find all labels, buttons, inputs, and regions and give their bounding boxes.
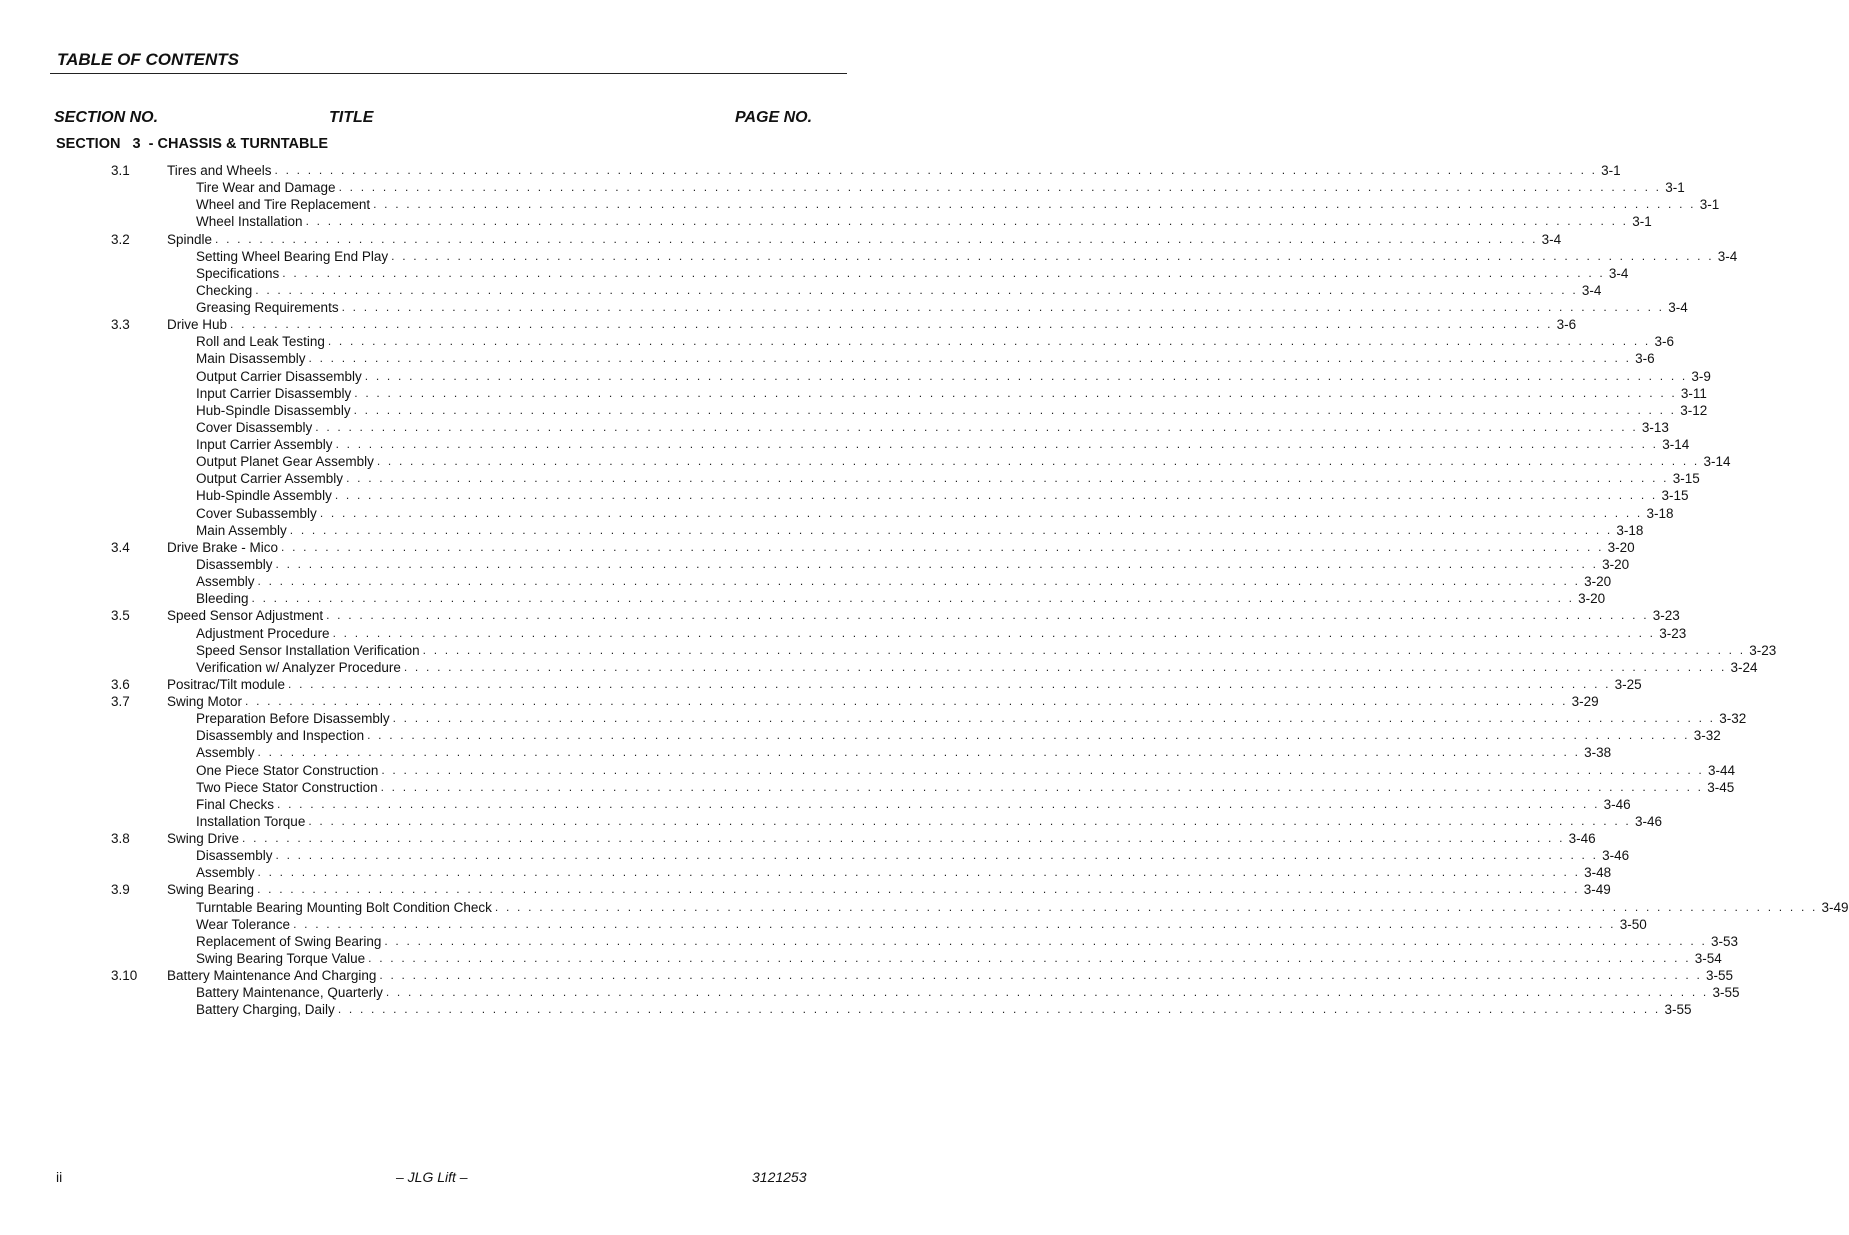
toc-entry-page: 3-29	[1568, 693, 1599, 710]
toc-entry	[196, 1001, 1692, 1018]
column-header-title: TITLE	[329, 109, 374, 126]
toc-leader-dots: . . . . . . . . . . . . . . . . . . . . . . . . . . . . . . . . . . . . . . . . . . . . . . . . . . . . . . . . . . . . . . . . . . . . . . . . . . . . . . . . . . . . . . . . . . . . . . . . . . . . . . . . . . . . . . . . . . . . . . . .	[326, 608, 1649, 623]
toc-entry-title: Swing Drive	[167, 830, 242, 847]
toc-entry-page: 3-4	[1538, 231, 1562, 248]
toc-entry-page: 3-46	[1598, 847, 1629, 864]
toc-entry-page: 3-6	[1631, 350, 1655, 367]
toc-leader-dots: . . . . . . . . . . . . . . . . . . . . . . . . . . . . . . . . . . . . . . . . . . . . . . . . . . . . . . . . . . . . . . . . . . . . . . . . . . . . . . . . . . . . . . . . . . . . . . . . . . . . . . . . . . . . . . . . . . . . . . . .	[308, 351, 1632, 366]
toc-entry-title: Spindle	[167, 231, 215, 248]
toc-entry	[196, 847, 1630, 864]
toc-entry-page: 3-45	[1703, 779, 1734, 796]
toc-entry	[111, 967, 1734, 984]
toc-entry-title: Specifications	[196, 265, 282, 282]
toc-leader-dots: . . . . . . . . . . . . . . . . . . . . . . . . . . . . . . . . . . . . . . . . . . . . . . . . . . . . . . . . . . . . . . . . . . . . . . . . . . . . . . . . . . . . . . . . . . . . . . . . . . . . . . . . . . . . . . . . . . . . . . . .	[334, 488, 1658, 503]
footer-doc-number: 3121253	[752, 1169, 807, 1185]
toc-entry-page: 3-18	[1612, 522, 1643, 539]
toc-entry-title: Adjustment Procedure	[196, 625, 333, 642]
toc-leader-dots: . . . . . . . . . . . . . . . . . . . . . . . . . . . . . . . . . . . . . . . . . . . . . . . . . . . . . . . . . . . . . . . . . . . . . . . . . . . . . . . . . . . . . . . . . . . . . . . . . . . . . . . . . . . . . . . . . . . . . . . .	[242, 831, 1565, 846]
toc-leader-dots: . . . . . . . . . . . . . . . . . . . . . . . . . . . . . . . . . . . . . . . . . . . . . . . . . . . . . . . . . . . . . . . . . . . . . . . . . . . . . . . . . . . . . . . . . . . . . . . . . . . . . . . . . . . . . . . . . . . . . . . .	[385, 985, 1709, 1000]
toc-leader-dots: . . . . . . . . . . . . . . . . . . . . . . . . . . . . . . . . . . . . . . . . . . . . . . . . . . . . . . . . . . . . . . . . . . . . . . . . . . . . . . . . . . . . . . . . . . . . . . . . . . . . . . . . . . . . . . . . . . . . . . . .	[215, 231, 1538, 246]
toc-entry	[196, 779, 1735, 796]
toc-entry-page: 3-13	[1638, 419, 1669, 436]
toc-entry-page: 3-48	[1580, 864, 1611, 881]
toc-leader-dots: . . . . . . . . . . . . . . . . . . . . . . . . . . . . . . . . . . . . . . . . . . . . . . . . . . . . . . . . . . . . . . . . . . . . . . . . . . . . . . . . . . . . . . . . . . . . . . . . . . . . . . . . . . . . . . . . . . . . . . . .	[281, 539, 1604, 554]
toc-entry-page: 3-49	[1818, 899, 1849, 916]
toc-leader-dots: . . . . . . . . . . . . . . . . . . . . . . . . . . . . . . . . . . . . . . . . . . . . . . . . . . . . . . . . . . . . . . . . . . . . . . . . . . . . . . . . . . . . . . . . . . . . . . . . . . . . . . . . . . . . . . . . . . . . . . . .	[289, 522, 1613, 537]
toc-entry-number: 3.5	[111, 608, 130, 624]
toc-leader-dots: . . . . . . . . . . . . . . . . . . . . . . . . . . . . . . . . . . . . . . . . . . . . . . . . . . . . . . . . . . . . . . . . . . . . . . . . . . . . . . . . . . . . . . . . . . . . . . . . . . . . . . . . . . . . . . . . . . . . . . . .	[335, 437, 1659, 452]
toc-entry	[111, 316, 1577, 333]
toc-entry-page: 3-1	[1696, 196, 1720, 213]
toc-entry	[196, 505, 1674, 522]
toc-leader-dots: . . . . . . . . . . . . . . . . . . . . . . . . . . . . . . . . . . . . . . . . . . . . . . . . . . . . . . . . . . . . . . . . . . . . . . . . . . . . . . . . . . . . . . . . . . . . . . . . . . . . . . . . . . . . . . . . . . . . . . . .	[338, 180, 1662, 195]
toc-entry	[196, 950, 1722, 967]
toc-leader-dots: . . . . . . . . . . . . . . . . . . . . . . . . . . . . . . . . . . . . . . . . . . . . . . . . . . . . . . . . . . . . . . . . . . . . . . . . . . . . . . . . . . . . . . . . . . . . . . . . . . . . . . . . . . . . . . . . . . . . . . . .	[288, 676, 1611, 691]
toc-leader-dots: . . . . . . . . . . . . . . . . . . . . . . . . . . . . . . . . . . . . . . . . . . . . . . . . . . . . . . . . . . . . . . . . . . . . . . . . . . . . . . . . . . . . . . . . . . . . . . . . . . . . . . . . . . . . . . . . . . . . . . . .	[255, 282, 1578, 297]
toc-entry-page: 3-6	[1650, 333, 1674, 350]
toc-entry-title: Hub-Spindle Assembly	[196, 487, 335, 504]
toc-entry-page: 3-32	[1715, 710, 1746, 727]
toc-entry-page: 3-38	[1580, 744, 1611, 761]
toc-leader-dots: . . . . . . . . . . . . . . . . . . . . . . . . . . . . . . . . . . . . . . . . . . . . . . . . . . . . . . . . . . . . . . . . . . . . . . . . . . . . . . . . . . . . . . . . . . . . . . . . . . . . . . . . . . . . . . . . . . . . . . . .	[381, 762, 1704, 777]
toc-entry-title: Disassembly	[196, 556, 276, 573]
toc-entry	[196, 899, 1849, 916]
toc-entry-number: 3.1	[111, 163, 130, 178]
toc-entry-title: Speed Sensor Installation Verification	[196, 642, 423, 659]
toc-entry	[196, 933, 1739, 950]
toc-entry	[196, 556, 1630, 573]
toc-entry-title: Output Carrier Assembly	[196, 470, 346, 487]
toc-leader-dots: . . . . . . . . . . . . . . . . . . . . . . . . . . . . . . . . . . . . . . . . . . . . . . . . . . . . . . . . . . . . . . . . . . . . . . . . . . . . . . . . . . . . . . . . . . . . . . . . . . . . . . . . . . . . . . . . . . . . . . . .	[354, 385, 1677, 400]
toc-entry	[111, 830, 1596, 847]
toc-entry-title: Positrac/Tilt module	[167, 676, 288, 693]
toc-entry-page: 3-15	[1669, 470, 1700, 487]
toc-leader-dots: . . . . . . . . . . . . . . . . . . . . . . . . . . . . . . . . . . . . . . . . . . . . . . . . . . . . . . . . . . . . . . . . . . . . . . . . . . . . . . . . . . . . . . . . . . . . . . . . . . . . . . . . . . . . . . . . . . . . . . . .	[275, 848, 1599, 863]
toc-entry-title: Cover Disassembly	[196, 419, 315, 436]
toc-leader-dots: . . . . . . . . . . . . . . . . . . . . . . . . . . . . . . . . . . . . . . . . . . . . . . . . . . . . . . . . . . . . . . . . . . . . . . . . . . . . . . . . . . . . . . . . . . . . . . . . . . . . . . . . . . . . . . . . . . . . . . . .	[373, 197, 1696, 212]
toc-entry-number: 3.6	[111, 676, 130, 692]
toc-leader-dots: . . . . . . . . . . . . . . . . . . . . . . . . . . . . . . . . . . . . . . . . . . . . . . . . . . . . . . . . . . . . . . . . . . . . . . . . . . . . . . . . . . . . . . . . . . . . . . . . . . . . . . . . . . . . . . . . . . . . . . . .	[251, 591, 1575, 606]
toc-entry	[196, 470, 1700, 487]
toc-entry-title: Setting Wheel Bearing End Play	[196, 248, 391, 265]
toc-entry-title: Tires and Wheels	[167, 162, 275, 179]
toc-entry-title: Final Checks	[196, 796, 277, 813]
toc-entry-number: 3.10	[111, 968, 138, 984]
toc-entry	[196, 625, 1687, 642]
toc-entry	[196, 196, 1720, 213]
toc-entry-title: Assembly	[196, 864, 258, 881]
toc-leader-dots: . . . . . . . . . . . . . . . . . . . . . . . . . . . . . . . . . . . . . . . . . . . . . . . . . . . . . . . . . . . . . . . . . . . . . . . . . . . . . . . . . . . . . . . . . . . . . . . . . . . . . . . . . . . . . . . . . . . . . . . .	[257, 882, 1580, 897]
toc-entry	[111, 231, 1562, 248]
toc-entry-page: 3-54	[1691, 950, 1722, 967]
toc-entry-title: Main Disassembly	[196, 350, 309, 367]
toc-entry	[111, 881, 1611, 898]
toc-entry-page: 3-53	[1707, 933, 1738, 950]
toc-entry	[196, 642, 1777, 659]
toc-entry-title: Output Planet Gear Assembly	[196, 453, 377, 470]
toc-entry-page: 3-23	[1649, 607, 1680, 624]
toc-leader-dots: . . . . . . . . . . . . . . . . . . . . . . . . . . . . . . . . . . . . . . . . . . . . . . . . . . . . . . . . . . . . . . . . . . . . . . . . . . . . . . . . . . . . . . . . . . . . . . . . . . . . . . . . . . . . . . . . . . . . . . . .	[282, 265, 1605, 280]
toc-entry-number: 3.4	[111, 539, 130, 555]
column-header-section: SECTION NO.	[54, 109, 159, 126]
toc-entry	[196, 487, 1689, 504]
toc-entry	[111, 693, 1599, 710]
toc-entry	[196, 522, 1644, 539]
toc-entry	[196, 573, 1612, 590]
toc-entry	[111, 539, 1635, 556]
toc-entry	[196, 265, 1629, 282]
toc-entry-title: Input Carrier Assembly	[196, 436, 336, 453]
section-heading: SECTION 3 - CHASSIS & TURNTABLE	[56, 136, 329, 152]
toc-leader-dots: . . . . . . . . . . . . . . . . . . . . . . . . . . . . . . . . . . . . . . . . . . . . . . . . . . . . . . . . . . . . . . . . . . . . . . . . . . . . . . . . . . . . . . . . . . . . . . . . . . . . . . . . . . . . . . . . . . . . . . . .	[337, 1002, 1661, 1017]
toc-entry-title: Replacement of Swing Bearing	[196, 933, 384, 950]
toc-entry-title: One Piece Stator Construction	[196, 762, 381, 779]
toc-leader-dots: . . . . . . . . . . . . . . . . . . . . . . . . . . . . . . . . . . . . . . . . . . . . . . . . . . . . . . . . . . . . . . . . . . . . . . . . . . . . . . . . . . . . . . . . . . . . . . . . . . . . . . . . . . . . . . . . . . . . . . . .	[245, 694, 1568, 709]
toc-leader-dots: . . . . . . . . . . . . . . . . . . . . . . . . . . . . . . . . . . . . . . . . . . . . . . . . . . . . . . . . . . . . . . . . . . . . . . . . . . . . . . . . . . . . . . . . . . . . . . . . . . . . . . . . . . . . . . . . . . . . . . . .	[368, 950, 1691, 965]
toc-entry-title: Drive Brake - Mico	[167, 539, 281, 556]
toc-leader-dots: . . . . . . . . . . . . . . . . . . . . . . . . . . . . . . . . . . . . . . . . . . . . . . . . . . . . . . . . . . . . . . . . . . . . . . . . . . . . . . . . . . . . . . . . . . . . . . . . . . . . . . . . . . . . . . . . . . . . . . . .	[319, 505, 1643, 520]
toc-entry-title: Turntable Bearing Mounting Bolt Condition Check	[196, 899, 495, 916]
toc-entry	[196, 282, 1602, 299]
toc-entry-page: 3-32	[1690, 727, 1721, 744]
toc-leader-dots: . . . . . . . . . . . . . . . . . . . . . . . . . . . . . . . . . . . . . . . . . . . . . . . . . . . . . . . . . . . . . . . . . . . . . . . . . . . . . . . . . . . . . . . . . . . . . . . . . . . . . . . . . . . . . . . . . . . . . . . .	[274, 163, 1598, 177]
toc-entry	[196, 436, 1690, 453]
toc-entry-page: 3-11	[1677, 385, 1707, 402]
toc-entry	[111, 607, 1680, 624]
toc-entry-title: Tire Wear and Damage	[196, 179, 339, 196]
toc-leader-dots: . . . . . . . . . . . . . . . . . . . . . . . . . . . . . . . . . . . . . . . . . . . . . . . . . . . . . . . . . . . . . . . . . . . . . . . . . . . . . . . . . . . . . . . . . . . . . . . . . . . . . . . . . . . . . . . . . . . . . . . .	[346, 471, 1669, 486]
toc-entry-number: 3.8	[111, 831, 130, 847]
toc-entry-title: Battery Maintenance And Charging	[167, 967, 379, 984]
toc-leader-dots: . . . . . . . . . . . . . . . . . . . . . . . . . . . . . . . . . . . . . . . . . . . . . . . . . . . . . . . . . . . . . . . . . . . . . . . . . . . . . . . . . . . . . . . . . . . . . . . . . . . . . . . . . . . . . . . . . . . . . . . .	[494, 899, 1818, 914]
toc-entry-page: 3-15	[1657, 487, 1688, 504]
toc-entry	[196, 590, 1606, 607]
toc-entry-page: 3-46	[1600, 796, 1631, 813]
toc-entry-title: Verification w/ Analyzer Procedure	[196, 659, 404, 676]
toc-entry-page: 3-50	[1616, 916, 1647, 933]
toc-entry-title: Swing Bearing	[167, 881, 257, 898]
toc-entry-title: Wear Tolerance	[196, 916, 293, 933]
toc-entry	[196, 179, 1685, 196]
toc-entry-number: 3.7	[111, 694, 130, 710]
toc-entry-page: 3-9	[1687, 368, 1711, 385]
footer-page-number: ii	[56, 1169, 63, 1185]
toc-entry-title: Disassembly	[196, 847, 276, 864]
toc-entry	[196, 744, 1612, 761]
toc-entry-page: 3-46	[1565, 830, 1596, 847]
toc-entry-title: Main Assembly	[196, 522, 290, 539]
toc-entry-number: 3.3	[111, 317, 130, 333]
toc-entry	[196, 419, 1669, 436]
toc-entry-title: Greasing Requirements	[196, 299, 342, 316]
footer-brand: – JLG Lift –	[396, 1169, 468, 1185]
toc-entry	[196, 385, 1707, 402]
toc-entry-number: 3.2	[111, 231, 130, 247]
toc-entry-page: 3-55	[1702, 967, 1733, 984]
toc-leader-dots: . . . . . . . . . . . . . . . . . . . . . . . . . . . . . . . . . . . . . . . . . . . . . . . . . . . . . . . . . . . . . . . . . . . . . . . . . . . . . . . . . . . . . . . . . . . . . . . . . . . . . . . . . . . . . . . . . . . . . . . .	[230, 317, 1553, 332]
toc-leader-dots: . . . . . . . . . . . . . . . . . . . . . . . . . . . . . . . . . . . . . . . . . . . . . . . . . . . . . . . . . . . . . . . . . . . . . . . . . . . . . . . . . . . . . . . . . . . . . . . . . . . . . . . . . . . . . . . . . . . . . . . .	[277, 796, 1600, 811]
toc-entry	[196, 796, 1631, 813]
toc-entry-page: 3-23	[1655, 625, 1686, 642]
toc-entry-title: Output Carrier Disassembly	[196, 368, 365, 385]
toc-entry-page: 3-20	[1604, 539, 1635, 556]
toc-entry	[111, 162, 1621, 179]
toc-entry-page: 3-14	[1699, 453, 1730, 470]
toc-entry-title: Disassembly and Inspection	[196, 727, 367, 744]
toc-entry	[196, 727, 1721, 744]
toc-entry	[196, 813, 1662, 830]
toc-entry-title: Hub-Spindle Disassembly	[196, 402, 354, 419]
toc-leader-dots: . . . . . . . . . . . . . . . . . . . . . . . . . . . . . . . . . . . . . . . . . . . . . . . . . . . . . . . . . . . . . . . . . . . . . . . . . . . . . . . . . . . . . . . . . . . . . . . . . . . . . . . . . . . . . . . . . . . . . . . .	[364, 368, 1688, 383]
toc-leader-dots: . . . . . . . . . . . . . . . . . . . . . . . . . . . . . . . . . . . . . . . . . . . . . . . . . . . . . . . . . . . . . . . . . . . . . . . . . . . . . . . . . . . . . . . . . . . . . . . . . . . . . . . . . . . . . . . . . . . . . . . .	[275, 556, 1599, 571]
header-rule	[50, 73, 847, 74]
toc-entry-page: 3-20	[1580, 573, 1611, 590]
toc-entry	[196, 710, 1747, 727]
toc-leader-dots: . . . . . . . . . . . . . . . . . . . . . . . . . . . . . . . . . . . . . . . . . . . . . . . . . . . . . . . . . . . . . . . . . . . . . . . . . . . . . . . . . . . . . . . . . . . . . . . . . . . . . . . . . . . . . . . . . . . . . . . .	[293, 916, 1616, 931]
toc-entry-title: Checking	[196, 282, 255, 299]
toc-entry-title: Input Carrier Disassembly	[196, 385, 354, 402]
toc-entry	[196, 248, 1738, 265]
toc-leader-dots: . . . . . . . . . . . . . . . . . . . . . . . . . . . . . . . . . . . . . . . . . . . . . . . . . . . . . . . . . . . . . . . . . . . . . . . . . . . . . . . . . . . . . . . . . . . . . . . . . . . . . . . . . . . . . . . . . . . . . . . .	[305, 214, 1629, 229]
toc-leader-dots: . . . . . . . . . . . . . . . . . . . . . . . . . . . . . . . . . . . . . . . . . . . . . . . . . . . . . . . . . . . . . . . . . . . . . . . . . . . . . . . . . . . . . . . . . . . . . . . . . . . . . . . . . . . . . . . . . . . . . . . .	[376, 454, 1700, 469]
toc-entry	[111, 676, 1642, 693]
toc-entry-page: 3-1	[1661, 179, 1685, 196]
toc-leader-dots: . . . . . . . . . . . . . . . . . . . . . . . . . . . . . . . . . . . . . . . . . . . . . . . . . . . . . . . . . . . . . . . . . . . . . . . . . . . . . . . . . . . . . . . . . . . . . . . . . . . . . . . . . . . . . . . . . . . . . . . .	[341, 300, 1665, 315]
toc-entry-page: 3-1	[1597, 162, 1621, 179]
toc-entry-page: 3-4	[1578, 282, 1602, 299]
toc-entry	[196, 402, 1708, 419]
toc-entry-title: Cover Subassembly	[196, 505, 320, 522]
toc-entry	[196, 762, 1735, 779]
toc-entry-title: Battery Maintenance, Quarterly	[196, 984, 386, 1001]
toc-entry	[196, 299, 1688, 316]
toc-entry-page: 3-1	[1628, 213, 1652, 230]
toc-entry-page: 3-4	[1605, 265, 1629, 282]
toc-entry-page: 3-23	[1745, 642, 1776, 659]
toc-entry-title: Bleeding	[196, 590, 252, 607]
toc-entry-page: 3-20	[1598, 556, 1629, 573]
toc-leader-dots: . . . . . . . . . . . . . . . . . . . . . . . . . . . . . . . . . . . . . . . . . . . . . . . . . . . . . . . . . . . . . . . . . . . . . . . . . . . . . . . . . . . . . . . . . . . . . . . . . . . . . . . . . . . . . . . . . . . . . . . .	[315, 419, 1638, 434]
toc-leader-dots: . . . . . . . . . . . . . . . . . . . . . . . . . . . . . . . . . . . . . . . . . . . . . . . . . . . . . . . . . . . . . . . . . . . . . . . . . . . . . . . . . . . . . . . . . . . . . . . . . . . . . . . . . . . . . . . . . . . . . . . .	[384, 933, 1707, 948]
toc-entry-page: 3-18	[1642, 505, 1673, 522]
toc-entry-number: 3.9	[111, 882, 130, 898]
toc-leader-dots: . . . . . . . . . . . . . . . . . . . . . . . . . . . . . . . . . . . . . . . . . . . . . . . . . . . . . . . . . . . . . . . . . . . . . . . . . . . . . . . . . . . . . . . . . . . . . . . . . . . . . . . . . . . . . . . . . . . . . . . .	[308, 813, 1631, 828]
toc-leader-dots: . . . . . . . . . . . . . . . . . . . . . . . . . . . . . . . . . . . . . . . . . . . . . . . . . . . . . . . . . . . . . . . . . . . . . . . . . . . . . . . . . . . . . . . . . . . . . . . . . . . . . . . . . . . . . . . . . . . . . . . .	[257, 745, 1581, 760]
toc-leader-dots: . . . . . . . . . . . . . . . . . . . . . . . . . . . . . . . . . . . . . . . . . . . . . . . . . . . . . . . . . . . . . . . . . . . . . . . . . . . . . . . . . . . . . . . . . . . . . . . . . . . . . . . . . . . . . . . . . . . . . . . .	[327, 334, 1651, 349]
toc-entry-page: 3-6	[1553, 316, 1577, 333]
toc-entry-page: 3-55	[1708, 984, 1739, 1001]
toc-entry-title: Roll and Leak Testing	[196, 333, 328, 350]
toc-entry-page: 3-4	[1664, 299, 1688, 316]
page-header-title: TABLE OF CONTENTS	[57, 50, 239, 69]
toc-entry-title: Installation Torque	[196, 813, 308, 830]
toc-entry-page: 3-12	[1676, 402, 1707, 419]
toc-entry-title: Wheel Installation	[196, 213, 306, 230]
toc-entry-page: 3-4	[1714, 248, 1738, 265]
toc-leader-dots: . . . . . . . . . . . . . . . . . . . . . . . . . . . . . . . . . . . . . . . . . . . . . . . . . . . . . . . . . . . . . . . . . . . . . . . . . . . . . . . . . . . . . . . . . . . . . . . . . . . . . . . . . . . . . . . . . . . . . . . .	[379, 968, 1703, 983]
toc-entry-page: 3-44	[1704, 762, 1735, 779]
toc-entry-page: 3-55	[1660, 1001, 1691, 1018]
toc-entry-title: Wheel and Tire Replacement	[196, 196, 373, 213]
toc-entry-page: 3-49	[1580, 881, 1611, 898]
toc-entry	[196, 453, 1731, 470]
toc-leader-dots: . . . . . . . . . . . . . . . . . . . . . . . . . . . . . . . . . . . . . . . . . . . . . . . . . . . . . . . . . . . . . . . . . . . . . . . . . . . . . . . . . . . . . . . . . . . . . . . . . . . . . . . . . . . . . . . . . . . . . . . .	[391, 248, 1714, 263]
column-header-page: PAGE NO.	[735, 109, 813, 126]
toc-entry	[196, 984, 1740, 1001]
toc-entry-title: Assembly	[196, 573, 258, 590]
toc-leader-dots: . . . . . . . . . . . . . . . . . . . . . . . . . . . . . . . . . . . . . . . . . . . . . . . . . . . . . . . . . . . . . . . . . . . . . . . . . . . . . . . . . . . . . . . . . . . . . . . . . . . . . . . . . . . . . . . . . . . . . . . .	[353, 402, 1677, 417]
toc-entry-page: 3-14	[1658, 436, 1689, 453]
toc-entry-title: Swing Bearing Torque Value	[196, 950, 368, 967]
toc-entry-title: Battery Charging, Daily	[196, 1001, 338, 1018]
toc-leader-dots: . . . . . . . . . . . . . . . . . . . . . . . . . . . . . . . . . . . . . . . . . . . . . . . . . . . . . . . . . . . . . . . . . . . . . . . . . . . . . . . . . . . . . . . . . . . . . . . . . . . . . . . . . . . . . . . . . . . . . . . .	[257, 574, 1581, 589]
toc-entry-title: Speed Sensor Adjustment	[167, 607, 326, 624]
toc-entry	[196, 916, 1647, 933]
toc-entry-page: 3-20	[1574, 590, 1605, 607]
toc-entry	[196, 333, 1674, 350]
toc-entry	[196, 659, 1758, 676]
toc-entry-title: Two Piece Stator Construction	[196, 779, 381, 796]
toc-entry	[196, 368, 1711, 385]
toc-leader-dots: . . . . . . . . . . . . . . . . . . . . . . . . . . . . . . . . . . . . . . . . . . . . . . . . . . . . . . . . . . . . . . . . . . . . . . . . . . . . . . . . . . . . . . . . . . . . . . . . . . . . . . . . . . . . . . . . . . . . . . . .	[332, 625, 1656, 640]
toc-entry	[196, 213, 1652, 230]
toc-leader-dots: . . . . . . . . . . . . . . . . . . . . . . . . . . . . . . . . . . . . . . . . . . . . . . . . . . . . . . . . . . . . . . . . . . . . . . . . . . . . . . . . . . . . . . . . . . . . . . . . . . . . . . . . . . . . . . . . . . . . . . . .	[257, 865, 1581, 880]
toc-entry-title: Drive Hub	[167, 316, 230, 333]
toc-leader-dots: . . . . . . . . . . . . . . . . . . . . . . . . . . . . . . . . . . . . . . . . . . . . . . . . . . . . . . . . . . . . . . . . . . . . . . . . . . . . . . . . . . . . . . . . . . . . . . . . . . . . . . . . . . . . . . . . . . . . . . . .	[403, 659, 1727, 674]
toc-entry-page: 3-24	[1726, 659, 1757, 676]
toc-entry-page: 3-25	[1611, 676, 1642, 693]
toc-leader-dots: . . . . . . . . . . . . . . . . . . . . . . . . . . . . . . . . . . . . . . . . . . . . . . . . . . . . . . . . . . . . . . . . . . . . . . . . . . . . . . . . . . . . . . . . . . . . . . . . . . . . . . . . . . . . . . . . . . . . . . . .	[367, 728, 1690, 743]
toc-leader-dots: . . . . . . . . . . . . . . . . . . . . . . . . . . . . . . . . . . . . . . . . . . . . . . . . . . . . . . . . . . . . . . . . . . . . . . . . . . . . . . . . . . . . . . . . . . . . . . . . . . . . . . . . . . . . . . . . . . . . . . . .	[422, 642, 1746, 657]
toc-entry	[196, 350, 1655, 367]
toc-leader-dots: . . . . . . . . . . . . . . . . . . . . . . . . . . . . . . . . . . . . . . . . . . . . . . . . . . . . . . . . . . . . . . . . . . . . . . . . . . . . . . . . . . . . . . . . . . . . . . . . . . . . . . . . . . . . . . . . . . . . . . . .	[380, 779, 1704, 794]
toc-entry	[196, 864, 1612, 881]
toc-entry-page: 3-46	[1631, 813, 1662, 830]
toc-entry-title: Swing Motor	[167, 693, 245, 710]
toc-entry-title: Preparation Before Disassembly	[196, 710, 393, 727]
toc-leader-dots: . . . . . . . . . . . . . . . . . . . . . . . . . . . . . . . . . . . . . . . . . . . . . . . . . . . . . . . . . . . . . . . . . . . . . . . . . . . . . . . . . . . . . . . . . . . . . . . . . . . . . . . . . . . . . . . . . . . . . . . .	[392, 711, 1716, 726]
toc-entry-title: Assembly	[196, 744, 258, 761]
